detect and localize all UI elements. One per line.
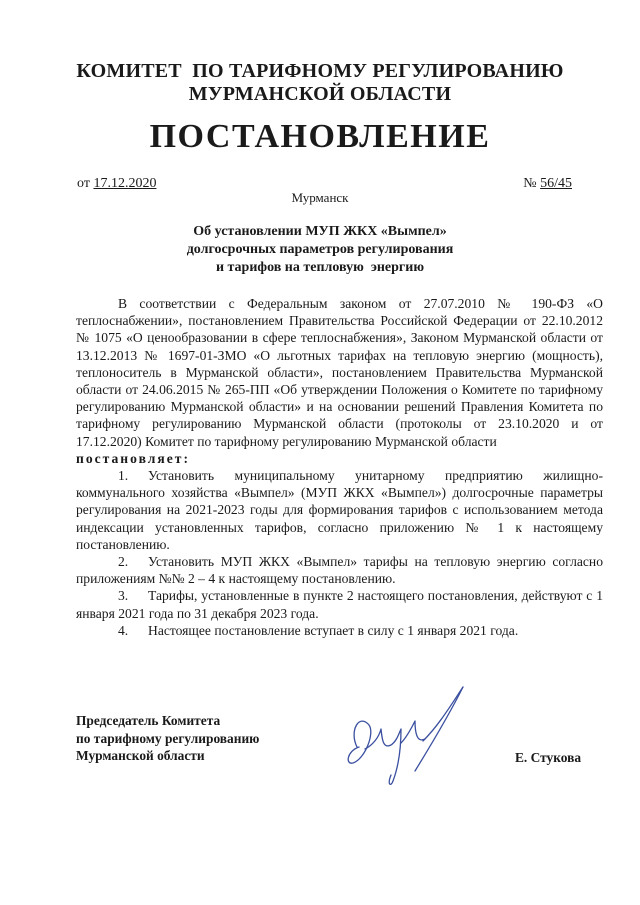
decree-word: постановляет: [76, 450, 190, 466]
chairman-title [76, 712, 259, 765]
chair-line-2: по тарифному регулированию [76, 730, 260, 746]
org-line-1: КОМИТЕТ ПО ТАРИФНОМУ РЕГУЛИРОВАНИЮ [76, 60, 564, 82]
document-title [0, 223, 640, 277]
org-line-2: МУРМАНСКОЙ ОБЛАСТИ [188, 83, 452, 105]
chair-line-1: Председатель Комитета [76, 713, 221, 728]
item-text: Тарифы, установленные в пункте 2 настоящего постановления, действуют с 1 января 2021 года по 31 декабря 2023 года. [76, 588, 603, 621]
decree-item [76, 622, 603, 639]
date-prefix: от [77, 176, 90, 191]
document-body [76, 295, 603, 639]
date-value: 17.12.2020 [93, 176, 157, 191]
handwritten-signature [335, 685, 470, 795]
signer-name: Е. Стукова [515, 750, 582, 765]
document-city: Мурманск [291, 190, 349, 205]
item-number: 1. [118, 468, 129, 484]
chair-line-3: Мурманской области [76, 748, 205, 763]
number-value: 56/45 [540, 176, 572, 191]
item-text: Установить муниципальному унитарному предприятию жилищно-коммунального хозяйства «Вымпел» (МУП ЖКХ «Вымпел») долгосрочные параметры регулирования на 2021-2023 годы для формирования тарифов с использованием метода индексации установленных тарифов, согласно приложению № 1 к настоящему постановлению. [76, 468, 603, 552]
title-line-2: долгосрочных параметров регулирования [186, 242, 454, 257]
preamble-paragraph [76, 295, 603, 450]
item-text: Установить МУП ЖКХ «Вымпел» тарифы на тепловую энергию согласно приложениям №№ 2 – 4 к настоящему постановлению. [76, 554, 603, 587]
decree-item [76, 587, 603, 621]
decree-item [76, 553, 603, 587]
title-line-1: Об установлении МУП ЖКХ «Вымпел» [193, 224, 447, 239]
item-text: Настоящее постановление вступает в силу с 1 января 2021 года. [148, 622, 519, 638]
organization-header [0, 60, 640, 106]
title-line-3: и тарифов на тепловую энергию [215, 260, 425, 275]
number-prefix: № [523, 176, 537, 191]
decree-item [76, 467, 603, 553]
item-number: 3. [118, 588, 129, 604]
decree-items [76, 467, 603, 639]
document-type: ПОСТАНОВЛЕНИЕ [149, 118, 491, 155]
item-number: 4. [118, 622, 129, 638]
preamble-text: В соответствии с Федеральным законом от 27.07.2010 № 190-ФЗ «О теплоснабжении», постановлением Правительства Российской Федерации от 22.10.2012 № 1075 «О ценообразовании в сфере теплоснабжения», Законом Мурманской области от 13.12.2013 № 1697-01-ЗМО «О льготных тарифах на тепловую энергию (мощность), теплоноситель в Мурманской области», постановлением Правительства Мурманской области от 24.06.2015 № 265-ПП «Об утверждении Положения о Комитете по тарифному регулированию Мурманской области» и на основании решений Правления Комитета по тарифному регулированию Мурманской области (протоколы от 23.10.2020 и от 17.12.2020) Комитет по тарифному регулированию Мурманской области [76, 296, 603, 449]
item-number: 2. [118, 554, 129, 570]
